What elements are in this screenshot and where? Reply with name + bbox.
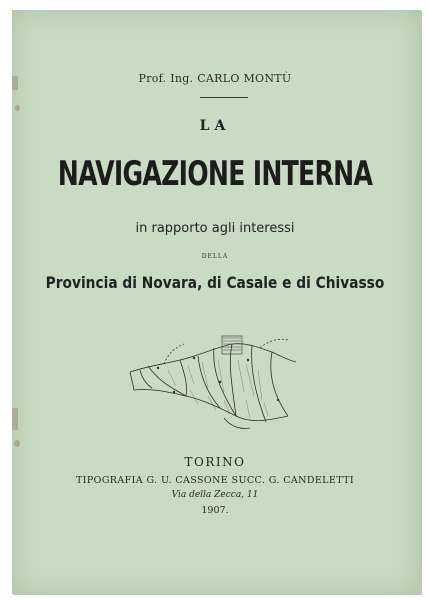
- region-map-illustration: [128, 330, 300, 434]
- main-title: NAVIGAZIONE INTERNA: [57, 154, 373, 194]
- rust-spot: [14, 440, 20, 447]
- author-name: Prof. Ing. CARLO MONTÙ: [138, 72, 292, 85]
- binding-stain: [12, 408, 18, 430]
- province-title: Provincia di Novara, di Casale e di Chivasso: [45, 273, 385, 292]
- imprint-address: Via della Zecca, 11: [171, 490, 259, 500]
- imprint-year: 1907.: [201, 505, 229, 516]
- author-underline: [200, 97, 248, 98]
- imprint-printer: TIPOGRAFIA G. U. CASSONE SUCC. G. CANDELETTI: [75, 475, 355, 486]
- subtitle-connector: DELLA: [201, 253, 229, 260]
- rust-spot: [15, 105, 20, 111]
- subtitle: in rapporto agli interessi: [135, 221, 295, 236]
- imprint-city: TORINO: [184, 455, 246, 469]
- title-article: LA: [199, 118, 231, 134]
